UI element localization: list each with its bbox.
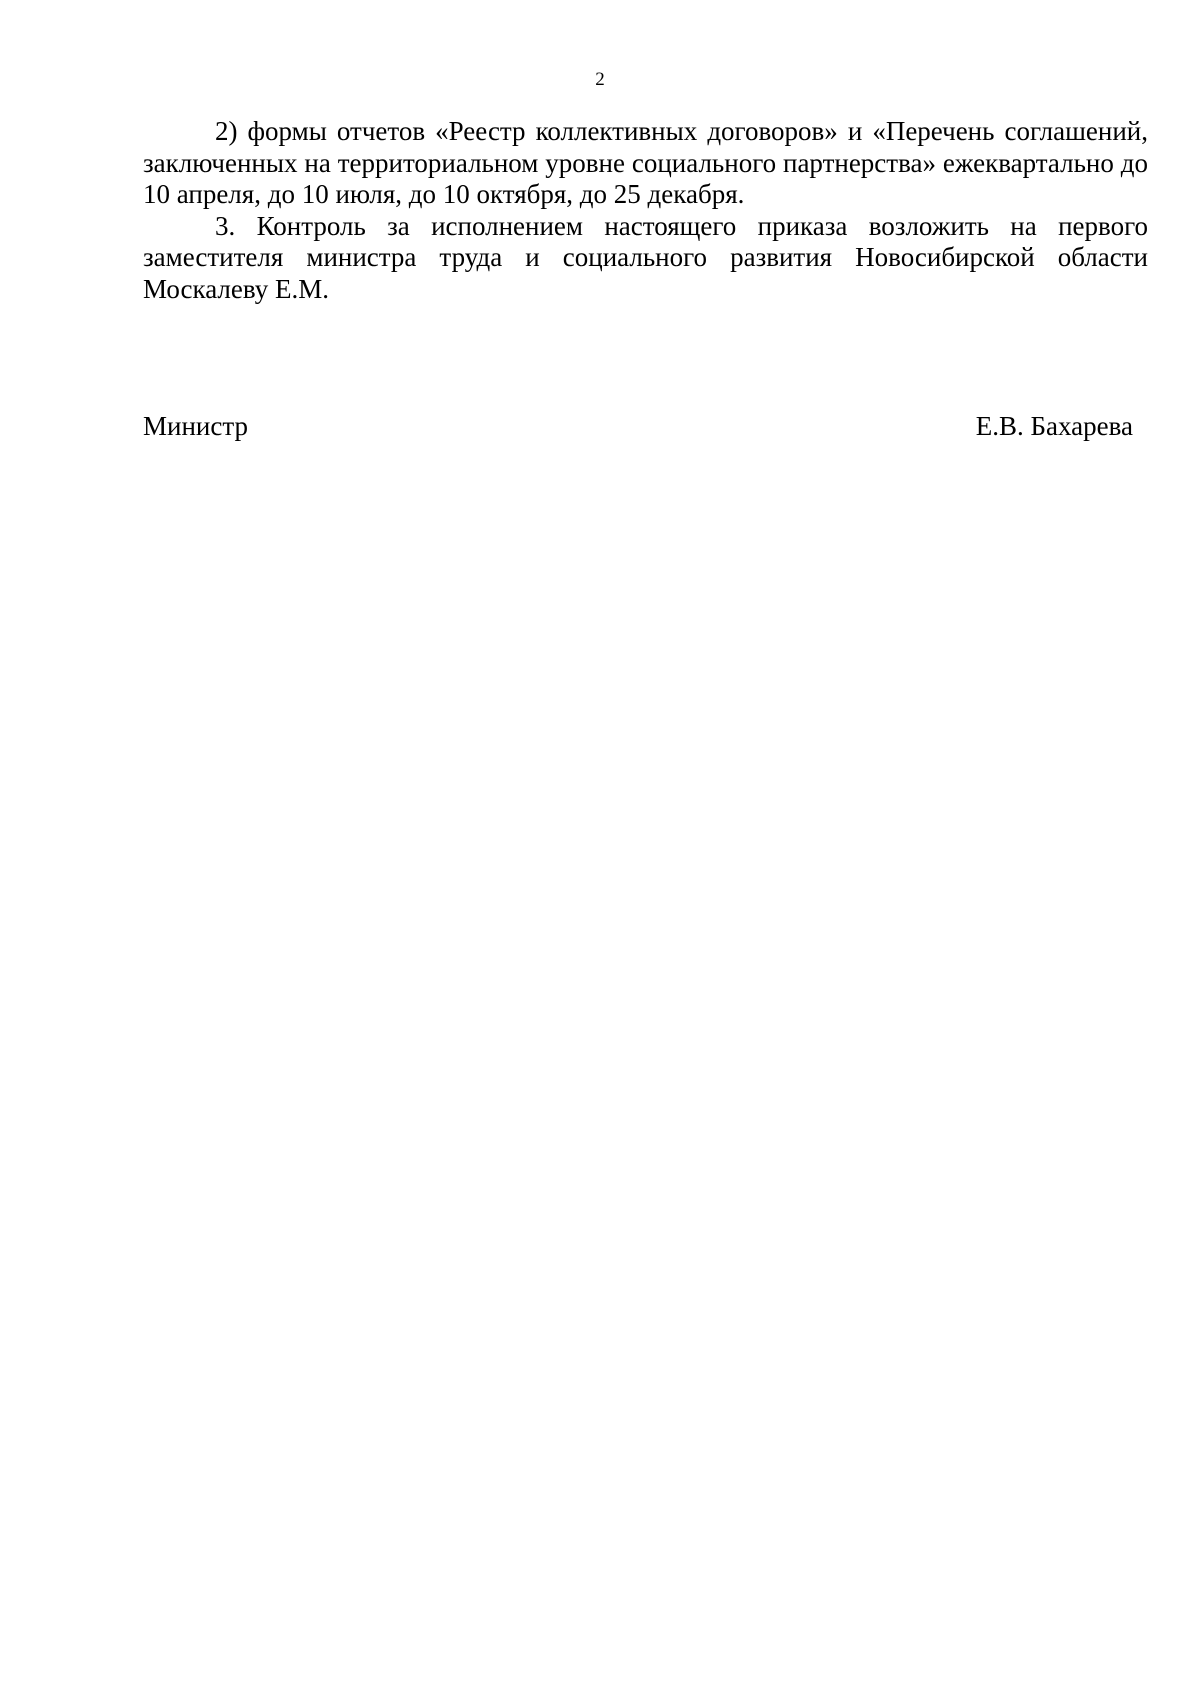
document-body	[143, 116, 1148, 306]
signatory-position: Министр	[143, 411, 248, 441]
signatory-name: Е.В. Бахарева	[975, 411, 1133, 441]
signature-block	[143, 411, 1133, 443]
paragraph-report-forms: 2) формы отчетов «Реестр коллективных договоров» и «Перечень соглашений, заключенных на территориальном уровне социального партнерства» ежеквартально до 10 апреля, до 10 июля, до 10 октября, до 25 декабря.	[143, 116, 1148, 210]
paragraph-control: 3. Контроль за исполнением настоящего приказа возложить на первого заместителя министра труда и социального развития Новосибирской области Москалеву Е.М.	[143, 210, 1148, 304]
page-number: 2	[595, 69, 605, 90]
